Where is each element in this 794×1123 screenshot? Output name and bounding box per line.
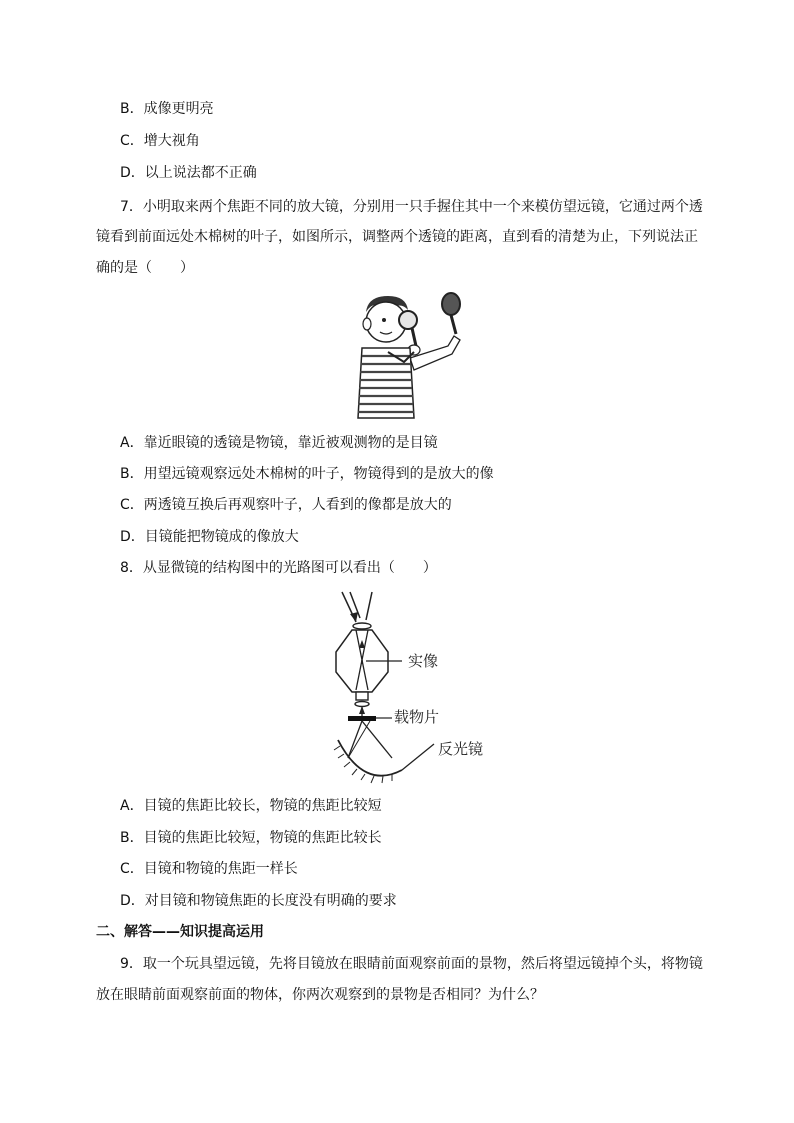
- objective-lens: [355, 702, 369, 707]
- q8-option-c: C．目镜和物镜的焦距一样长: [120, 861, 298, 877]
- label-slide: 载物片: [394, 708, 440, 726]
- q7-stem-line3: 确的是（ ）: [96, 260, 194, 276]
- q7-stem-line2: 镜看到前面远处木棉树的叶子，如图所示，调整两个透镜的距离，直到看的清楚为止，下列说法正: [96, 229, 698, 245]
- section-heading: 二、解答——知识提高运用: [96, 924, 264, 940]
- label-mirror: 反光镜: [438, 740, 484, 758]
- ray-top-right: [366, 592, 372, 620]
- q8-stem: 8．从显微镜的结构图中的光路图可以看出（ ）: [120, 560, 437, 576]
- q7-stem-line1: 7．小明取来两个焦距不同的放大镜，分别用一只手握住其中一个来模仿望远镜，它通过两个透: [120, 199, 703, 215]
- option-d-prev: D．以上说法都不正确: [120, 165, 257, 181]
- option-b-prev: B．成像更明亮: [120, 101, 214, 117]
- option-c-prev: C．增大视角: [120, 133, 200, 149]
- slide-stage: [348, 716, 376, 721]
- eyepiece-lens: [353, 623, 371, 629]
- q7-option-a: A．靠近眼镜的透镜是物镜，靠近被观测物的是目镜: [120, 435, 438, 451]
- q8-option-b: B．目镜的焦距比较短，物镜的焦距比较长: [120, 830, 382, 846]
- q9-stem-line1: 9．取一个玩具望远镜，先将目镜放在眼睛前面观察前面的景物，然后将望远镜掉个头，将物镜: [120, 956, 703, 972]
- microscope-diagram: [330, 590, 500, 790]
- q8-option-a: A．目镜的焦距比较长，物镜的焦距比较短: [120, 798, 382, 814]
- q8-option-d: D．对目镜和物镜焦距的长度没有明确的要求: [120, 893, 397, 909]
- reflector-mirror: [338, 740, 402, 776]
- boy-telescope-illustration: [348, 290, 468, 420]
- label-real-image: 实像: [408, 652, 439, 670]
- q7-option-c: C．两透镜互换后再观察叶子，人看到的像都是放大的: [120, 497, 452, 513]
- q7-option-b: B．用望远镜观察远处木棉树的叶子，物镜得到的是放大的像: [120, 466, 494, 482]
- q7-option-d: D．目镜能把物镜成的像放大: [120, 529, 299, 545]
- q9-stem-line2: 放在眼睛前面观察前面的物体，你两次观察到的景物是否相同？为什么？: [96, 987, 544, 1003]
